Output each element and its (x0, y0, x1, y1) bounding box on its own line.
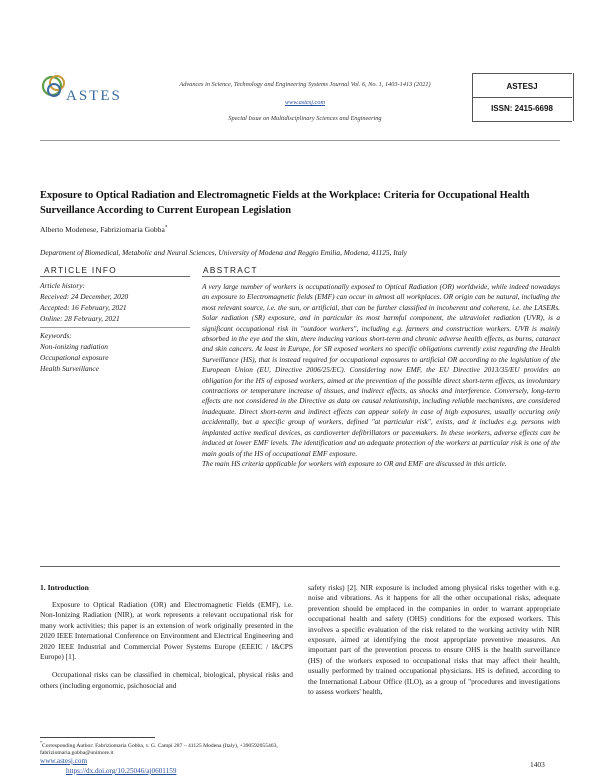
special-issue-line: Special Issue on Multidisciplinary Sciences and Engineering (228, 115, 382, 122)
abstract-rule (202, 276, 560, 277)
paper-title: Exposure to Optical Radiation and Electromagnetic Fields at the Workplace: Criteria for Occupational Health Surveillance According to Current European Legislation (40, 190, 530, 216)
badge-issn: ISSN: 2415-6698 (491, 104, 553, 113)
received-date: Received: 24 December, 2020 (40, 292, 129, 301)
abstract-end-rule (40, 566, 560, 567)
body-paragraph: safety risks) [2]. NIR exposure is included among physical risks together with e.g. noise and vibrations. As it happens for all the other occupational risks, adequate prevention should be emplaced in the companies in order to warrant appropriate occupational health and safety (OHS) conditions for the exposed workers. This involves a specific evaluation of the risk related to the working activity with NIR exposure, aimed at identifying the most appropriate preventive measures. An important part of the prevention process to ensure OHS is the health surveillance (HS) of the workers exposed to occupational risks that may affect their health, usually performed by trained occupational physicians. HS is defined, according to the International Labour Office (ILO), as a group of "procedures and investigations to assess workers' health, (308, 583, 560, 697)
body-paragraph: Exposure to Optical Radiation (OR) and Electromagnetic Fields (EMF), i.e. Non-Ionizing Radiation (NIR), at work represents a relevant occupational risk for many work activities; this paper is an extension of work originally presented in the 2020 IEEE International Conference on Environment and Electrical Engineering and 2020 IEEE Industrial and Commercial Power Systems Europe (EEEIC / I&CPS Europe) [1]. (40, 600, 293, 662)
abstract-heading: ABSTRACT (203, 266, 258, 275)
right-column (308, 583, 560, 697)
footer-doi-link[interactable]: https://dx.doi.org/10.25046/aj0601159 (66, 767, 177, 775)
logo-wordmark: ASTES (66, 88, 122, 104)
keyword-item: Occupational exposure (40, 353, 109, 362)
abstract-paragraph: A very large number of workers is occupationally exposed to Optical Radiation (OR) worldwide, while indeed nowadays an exposure to Electromagnetic fields (EMF) can occur in almost all workplaces. OR origin can be natural, including the most relevant source, i.e. the sun, or artificial, that can be further classified in incoherent and coherent, i.e. the LASERs. Solar radiation (SR) exposure, and in particular its most harmful component, the ultraviolet radiation (UVR), is a significant occupational risk in "outdoor workers", including e.g. farmers and construction workers. UVR is mainly absorbed in the eye and the skin, there inducing various short-term and chronic adverse health effects, as burns, cataract and skin cancers. At least in Europe, for SR exposed workers no specific obligations currently exist regarding the Health Surveillance (HS), that is instead required for occupational exposures to artificial OR according to the legislation of the European Union (EU, Directive 2006/25/EC). Considering now EMF, the EU Directive 2013/35/EU provides an obligation for the HS of exposed workers, aimed at the prevention of the possible direct short-term effects, as involuntary contractions or temperature increase of tissues, and indirect effects, as shocks and interference. Conversely, long-term effects are not considered in the Directive as data on causal relationship, including reliable mechanisms, are considered inadequate. Direct short-term and indirect effects can appear solely in case of high exposures, usually occuring only accidentally, but a specific group of workers, defined "at particular risk", exists, and it includes e.g. persons with implanted active medical devices, as cardioverter defibrillators or pacemakers. In these workers, adverse effects can be induced at lower EMF levels. The identification and an adequate protection of the workers at particular risk is one of the main goals of the HS of occupational EMF exposure. (202, 282, 560, 458)
header-rule (40, 140, 560, 141)
badge-bottom-rule (472, 121, 572, 122)
left-column (40, 600, 293, 691)
badge-top-rule (472, 73, 572, 74)
keywords-rule (40, 327, 190, 328)
keywords-label: Keywords: (40, 331, 72, 340)
footnote-rule (40, 737, 155, 738)
accepted-date: Accepted: 16 February, 2021 (40, 303, 127, 312)
badge-mid-rule (472, 97, 572, 98)
article-info-heading: ARTICLE INFO (44, 266, 118, 275)
footer-site-link[interactable]: www.astesj.com (40, 757, 88, 765)
body-paragraph: Occupational risks can be classified in chemical, biological, physical risks and others (including ergonomic, psichosocial and (40, 670, 293, 690)
keyword-item: Non-ionizing radiation (40, 342, 108, 351)
online-date: Online: 28 February, 2021 (40, 314, 120, 323)
abstract-paragraph: The main HS criteria applicable for workers with exposure to OR and EMF are discussed in this article. (202, 458, 507, 468)
article-history-label: Article history: (40, 281, 85, 290)
abstract-body (202, 282, 560, 469)
journal-line: Advances in Science, Technology and Engineering Systems Journal Vol. 6, No. 1, 1403-1413 (2021) (179, 81, 431, 88)
article-info-rule (40, 276, 190, 277)
corresponding-footnote (40, 739, 293, 758)
footnote-mark: * (40, 740, 42, 745)
section-heading-introduction: 1. Introduction (40, 583, 89, 592)
corresponding-mark: * (164, 225, 168, 231)
journal-url-link[interactable]: www.astesj.com (284, 99, 326, 106)
author-list (40, 225, 167, 234)
affiliation: Department of Biomedical, Metabolic and Neural Sciences, University of Modena and Reggio Emilia, Modena, 41125, Italy (40, 248, 407, 257)
badge-journal-name: ASTESJ (506, 82, 538, 91)
footnote-text: Corresponding Author: Fabriziomaria Gobba, v. G. Campi 287 – 41125 Modena (Italy), +390592055463, fabriziomaria.gobba@unimore.it (40, 742, 278, 757)
page-number: 1403 (530, 760, 545, 769)
authors-text: Alberto Modenese, Fabriziomaria Gobba (40, 225, 165, 234)
keyword-item: Health Surveillance (40, 364, 99, 373)
